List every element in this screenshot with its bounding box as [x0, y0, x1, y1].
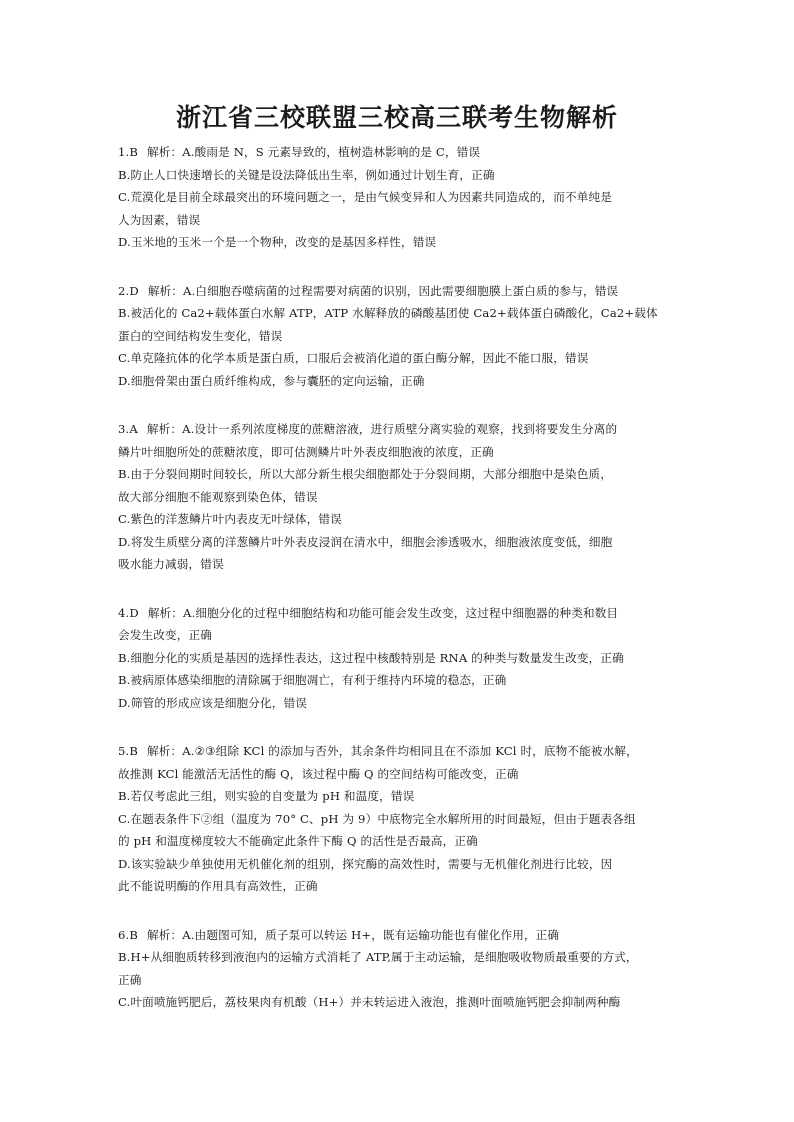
answer-line: 正确: [118, 972, 142, 987]
answer-line: B.H+从细胞质转移到液泡内的运输方式消耗了 ATP,属于主动运输，是细胞吸收物质最重要的方式，: [118, 950, 638, 964]
answer-text: 解析：A.由题图可知，质子泵可以转运 H+，既有运输功能也有催化作用，正确: [147, 927, 560, 942]
answer-text: 解析：A.酸雨是 N，S 元素导致的，植树造林影响的是 C，错误: [147, 145, 481, 159]
answer-number: 3.A: [118, 422, 138, 436]
answer-number: 6.B: [118, 927, 139, 942]
answer-first-line: [118, 141, 678, 164]
answer-line: C.紫色的洋葱鳞片叶内表皮无叶绿体，错误: [118, 512, 342, 526]
answer-line: 的 pH 和温度梯度较大不能确定此条件下酶 Q 的活性是否最高，正确: [118, 834, 478, 848]
answer-line: C.在题表条件下②组（温度为 70° C、pH 为 9）中底物完全水解所用的时间最短，但由于题表各组: [118, 811, 636, 826]
answer-line: C.单克隆抗体的化学本质是蛋白质，口服后会被消化道的蛋白酶分解，因此不能口服，错误: [118, 351, 589, 365]
answer-line: 人为因素，错误: [118, 212, 201, 227]
answer-line: 吸水能力减弱，错误: [118, 557, 224, 571]
answer-line: 故推测 KCl 能激活无活性的酶 Q，该过程中酶 Q 的空间结构可能改变，正确: [118, 766, 519, 781]
answer-line: 此不能说明酶的作用具有高效性，正确: [118, 879, 318, 893]
answer-first-line: [118, 924, 678, 947]
answer-line: C.荒漠化是目前全球最突出的环境问题之一，是由气候变异和人为因素共同造成的，而不单纯是: [118, 190, 612, 204]
answer-line: D.该实验缺少单独使用无机催化剂的组别，探究酶的高效性时，需要与无机催化剂进行比较，因: [118, 856, 613, 871]
answer-text: 解析：A.设计一系列浓度梯度的蔗糖溶液，进行质壁分离实验的观察，找到将要发生分离的: [146, 422, 618, 436]
answer-line: B.细胞分化的实质是基因的选择性表达，这过程中核酸特别是 RNA 的种类与数量发生改变，正确: [118, 650, 624, 665]
answer-item: [118, 740, 678, 898]
document-title: 浙江省三校联盟三校高三联考生物解析: [175, 103, 618, 132]
answer-first-line: [118, 602, 678, 625]
answer-line: 故大部分细胞不能观察到染色体，错误: [118, 489, 318, 504]
answer-line: C.叶面喷施钙肥后，荔枝果肉有机酸（H+）并未转运进入液泡，推测叶面喷施钙肥会抑制两种酶: [118, 995, 621, 1009]
answer-item: [118, 418, 678, 576]
answer-line: B.若仅考虑此三组，则实验的自变量为 pH 和温度，错误: [118, 789, 415, 803]
answer-line: B.被活化的 Ca2+载体蛋白水解 ATP，ATP 水解释放的磷酸基团使 Ca2+载体蛋白磷酸化，Ca2+载体: [118, 306, 658, 320]
answer-list: [118, 141, 678, 1040]
answer-number: 2.D: [118, 283, 139, 298]
answer-first-line: [118, 740, 678, 763]
answer-line: B.由于分裂间期时间较长，所以大部分新生根尖细胞都处于分裂间期，大部分细胞中是染色质，: [118, 467, 613, 481]
answer-item: [118, 141, 678, 254]
answer-text: 解析：A.白细胞吞噬病菌的过程需要对病菌的识别，因此需要细胞膜上蛋白质的参与，错误: [147, 283, 619, 298]
answer-line: D.筛管的形成应该是细胞分化，错误: [118, 695, 308, 710]
answer-first-line: [118, 280, 678, 303]
answer-line: B.防止人口快速增长的关键是设法降低出生率，例如通过计划生育，正确: [118, 167, 495, 182]
answer-line: 鳞片叶细胞所处的蔗糖浓度，即可估测鳞片叶外表皮细胞液的浓度，正确: [118, 444, 494, 459]
answer-number: 1.B: [118, 145, 139, 159]
answer-line: B.被病原体感染细胞的清除属于细胞凋亡，有利于维持内环境的稳态，正确: [118, 673, 507, 687]
answer-first-line: [118, 418, 678, 441]
answer-number: 4.D: [118, 605, 139, 620]
answer-number: 5.B: [118, 744, 139, 758]
answer-line: D.将发生质壁分离的洋葱鳞片叶外表皮浸润在清水中，细胞会渗透吸水，细胞液浓度变低，细胞: [118, 534, 613, 549]
answer-line: D.玉米地的玉米一个是一个物种，改变的是基因多样性，错误: [118, 235, 437, 249]
answer-line: D.细胞骨架由蛋白质纤维构成，参与囊胚的定向运输，正确: [118, 373, 425, 388]
answer-line: 会发生改变，正确: [118, 628, 212, 642]
answer-item: [118, 602, 678, 715]
answer-text: 解析：A.细胞分化的过程中细胞结构和功能可能会发生改变，这过程中细胞器的种类和数目: [147, 605, 619, 620]
answer-item: [118, 924, 678, 1014]
answer-text: 解析：A.②③组除 KCl 的添加与否外，其余条件均相同且在不添加 KCl 时，底物不能被水解，: [147, 744, 638, 758]
answer-item: [118, 280, 678, 393]
answer-line: 蛋白的空间结构发生变化，错误: [118, 328, 283, 343]
